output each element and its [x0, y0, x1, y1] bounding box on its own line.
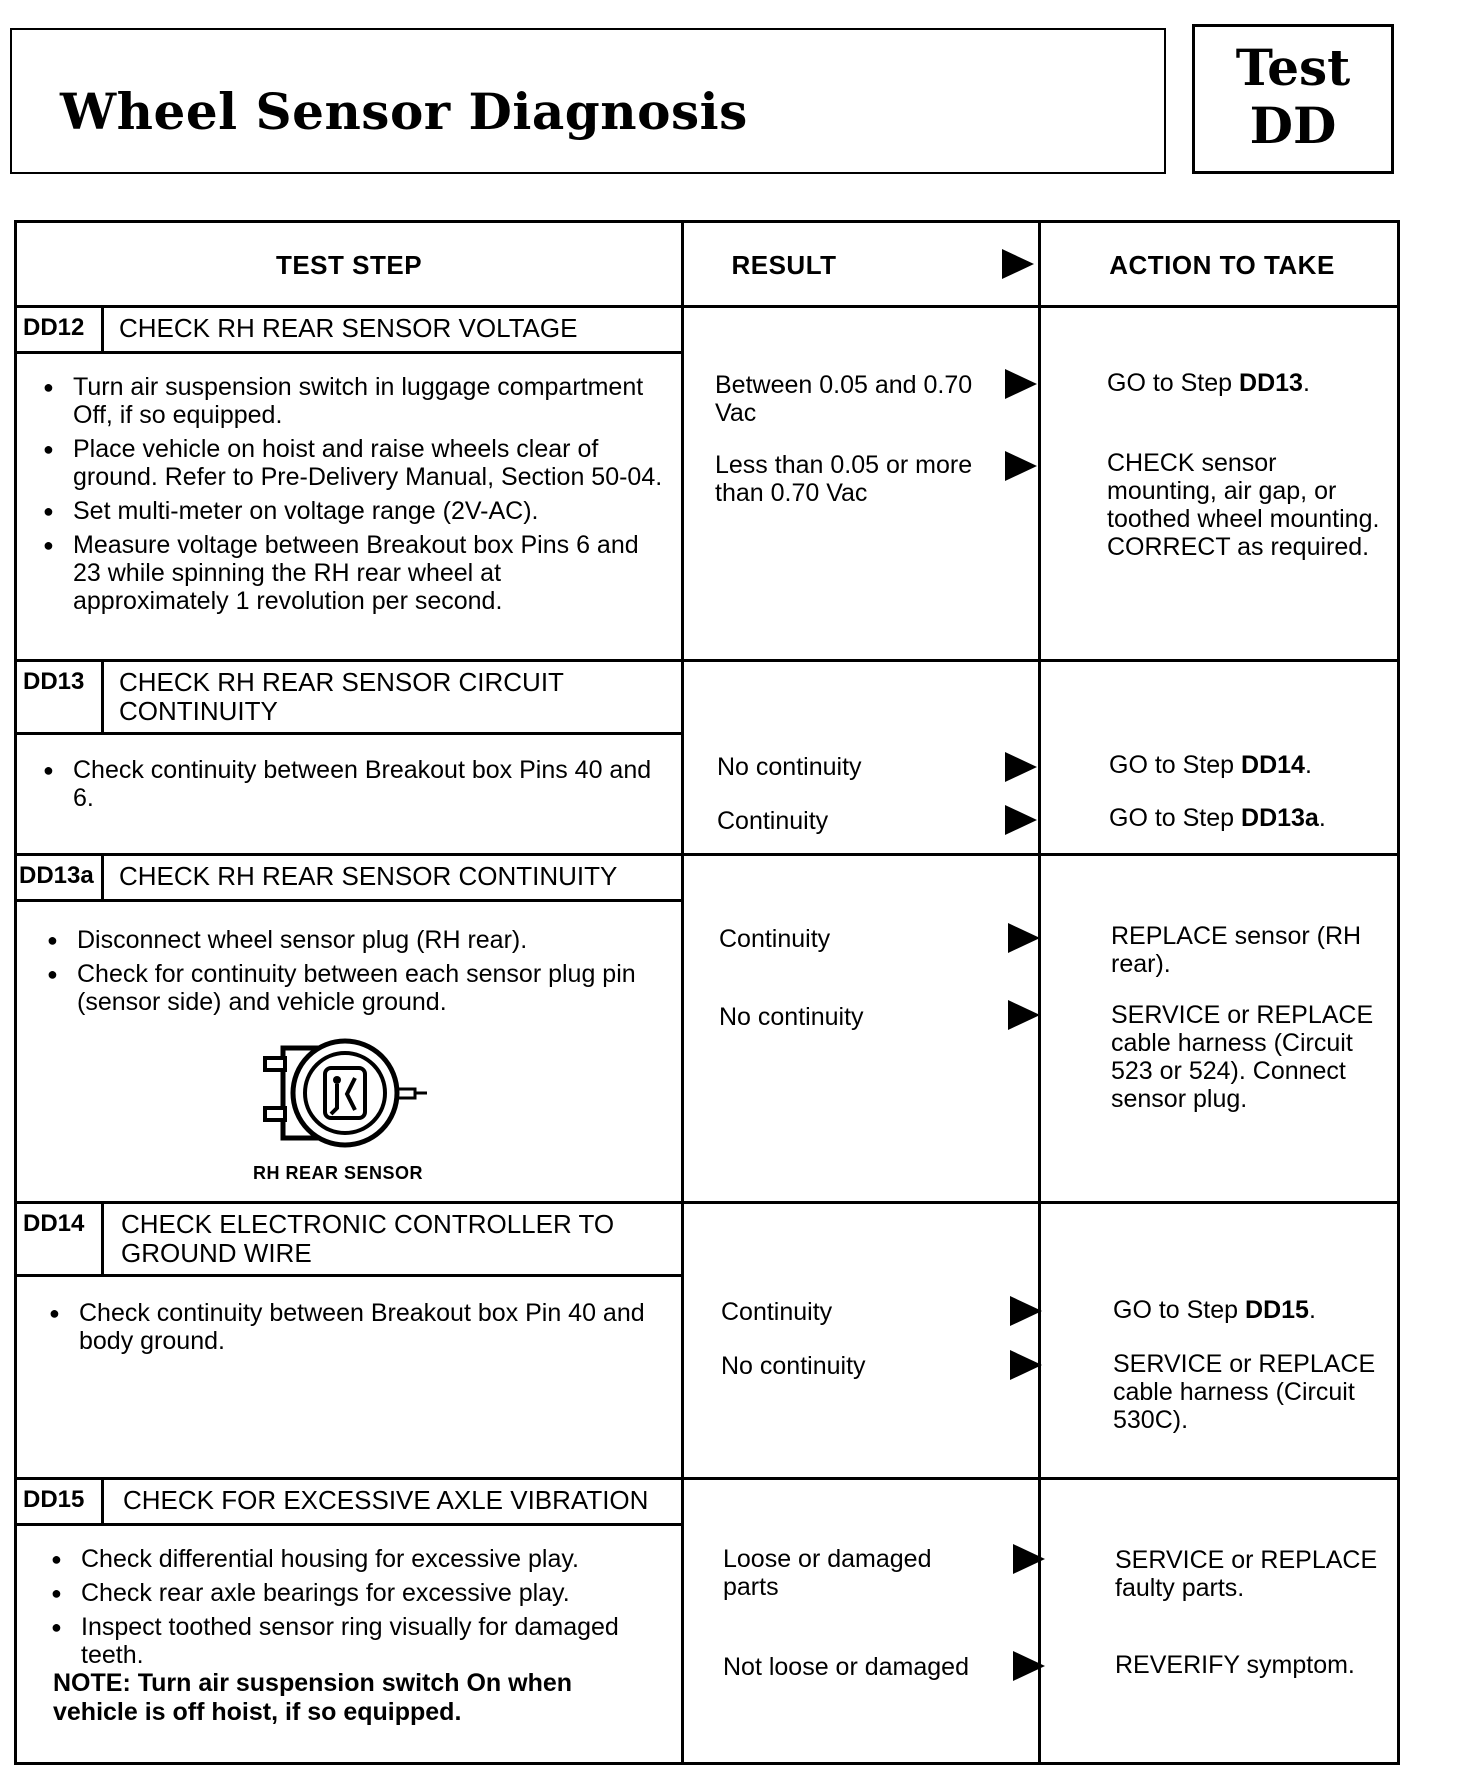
action-text: SERVICE or REPLACE cable harness (Circuit 530C). [1113, 1350, 1376, 1434]
action-text: GO to Step DD13. [1107, 369, 1310, 397]
step-id: DD13 [17, 662, 104, 732]
result-arrow-icon [1002, 249, 1034, 279]
step-title: CHECK RH REAR SENSOR CIRCUIT CONTINUITY [119, 667, 564, 726]
list-item: ● Check rear axle bearings for excessive play. [51, 1579, 671, 1607]
step-id: DD15 [17, 1480, 104, 1523]
result-text: No continuity [717, 753, 862, 781]
rh-rear-sensor-illustration [263, 1038, 443, 1148]
result-arrow-icon [1010, 1350, 1042, 1380]
result-text: Continuity [717, 807, 829, 835]
step-id: DD14 [17, 1204, 104, 1274]
step-bullets-dd13a [47, 926, 667, 1022]
action-text: GO to Step DD14. [1109, 751, 1312, 779]
action-text: CHECK sensor mounting, air gap, or toothed wheel mounting. CORRECT as required. [1107, 449, 1380, 561]
page-title: Wheel Sensor Diagnosis [60, 82, 748, 141]
column-divider [681, 223, 684, 1762]
header-action: ACTION TO TAKE [1109, 249, 1335, 280]
test-code: DD [1249, 96, 1337, 155]
action-text: SERVICE or REPLACE cable harness (Circuit 523 or 524). Connect sensor plug. [1111, 1001, 1374, 1113]
result-text: No continuity [721, 1352, 866, 1380]
step-bullets-dd15 [51, 1545, 671, 1675]
result-arrow-icon [1013, 1544, 1045, 1574]
result-arrow-icon [1005, 369, 1037, 399]
action-text: GO to Step DD13a. [1109, 804, 1326, 832]
header-result: RESULT [731, 249, 837, 280]
step-header-dd14 [17, 1204, 684, 1277]
list-item: ● Check continuity between Breakout box Pins 40 and 6. [43, 756, 663, 812]
test-label: Test [1235, 38, 1351, 97]
action-text: SERVICE or REPLACE faulty parts. [1115, 1546, 1378, 1602]
result-text: Between 0.05 and 0.70 Vac [715, 371, 973, 427]
step-id: DD13a [17, 856, 104, 899]
result-arrow-icon [1005, 805, 1037, 835]
list-item: ● Check differential housing for excessive play. [51, 1545, 671, 1573]
list-item: ● Place vehicle on hoist and raise wheels clear of ground. Refer to Pre-Delivery Manual, Section 50-04. [43, 435, 663, 491]
step-title: CHECK RH REAR SENSOR CONTINUITY [119, 861, 618, 891]
step-note: NOTE: Turn air suspension switch On when vehicle is off hoist, if so equipped. [53, 1669, 573, 1726]
result-text: Continuity [721, 1298, 833, 1326]
diagnosis-table [14, 220, 1400, 1765]
result-text: Continuity [719, 925, 831, 953]
step-bullets-dd12 [43, 373, 663, 621]
step-header-dd12 [17, 308, 684, 354]
action-text: REVERIFY symptom. [1115, 1651, 1355, 1679]
action-text: GO to Step DD15. [1113, 1296, 1316, 1324]
result-arrow-icon [1008, 1000, 1040, 1030]
list-item: ● Check for continuity between each sensor plug pin (sensor side) and vehicle ground. [47, 960, 667, 1016]
result-arrow-icon [1005, 451, 1037, 481]
step-id: DD12 [17, 308, 104, 351]
result-text: Less than 0.05 or more than 0.70 Vac [715, 451, 973, 507]
list-item: ● Check continuity between Breakout box Pin 40 and body ground. [49, 1299, 669, 1355]
list-item: ● Measure voltage between Breakout box Pins 6 and 23 while spinning the RH rear wheel at approximately 1 revolution per second. [43, 531, 663, 615]
step-title: CHECK RH REAR SENSOR VOLTAGE [119, 313, 578, 343]
title-box [10, 28, 1166, 174]
header-test-step: TEST STEP [275, 249, 423, 280]
step-header-dd15 [17, 1480, 684, 1526]
result-arrow-icon [1013, 1651, 1045, 1681]
list-item: ● Set multi-meter on voltage range (2V-AC). [43, 497, 663, 525]
step-title: CHECK FOR EXCESSIVE AXLE VIBRATION [123, 1485, 649, 1515]
step-title: CHECK ELECTRONIC CONTROLLER TO GROUND WIRE [121, 1209, 615, 1268]
step-header-dd13 [17, 662, 684, 735]
result-text: No continuity [719, 1003, 864, 1031]
result-arrow-icon [1008, 923, 1040, 953]
result-arrow-icon [1005, 752, 1037, 782]
step-bullets-dd14 [49, 1299, 669, 1361]
column-divider [1038, 223, 1041, 1762]
step-header-dd13a [17, 856, 684, 902]
result-text: Loose or damaged parts [723, 1545, 932, 1601]
list-item: ● Disconnect wheel sensor plug (RH rear). [47, 926, 667, 954]
figure-caption: RH REAR SENSOR [253, 1163, 424, 1183]
result-arrow-icon [1010, 1296, 1042, 1326]
action-text: REPLACE sensor (RH rear). [1111, 922, 1362, 978]
test-id-box [1192, 24, 1394, 174]
list-item: ● Inspect toothed sensor ring visually for damaged teeth. [51, 1613, 671, 1669]
result-text: Not loose or damaged [723, 1653, 969, 1681]
step-bullets-dd13 [43, 756, 663, 818]
list-item: ● Turn air suspension switch in luggage compartment Off, if so equipped. [43, 373, 663, 429]
